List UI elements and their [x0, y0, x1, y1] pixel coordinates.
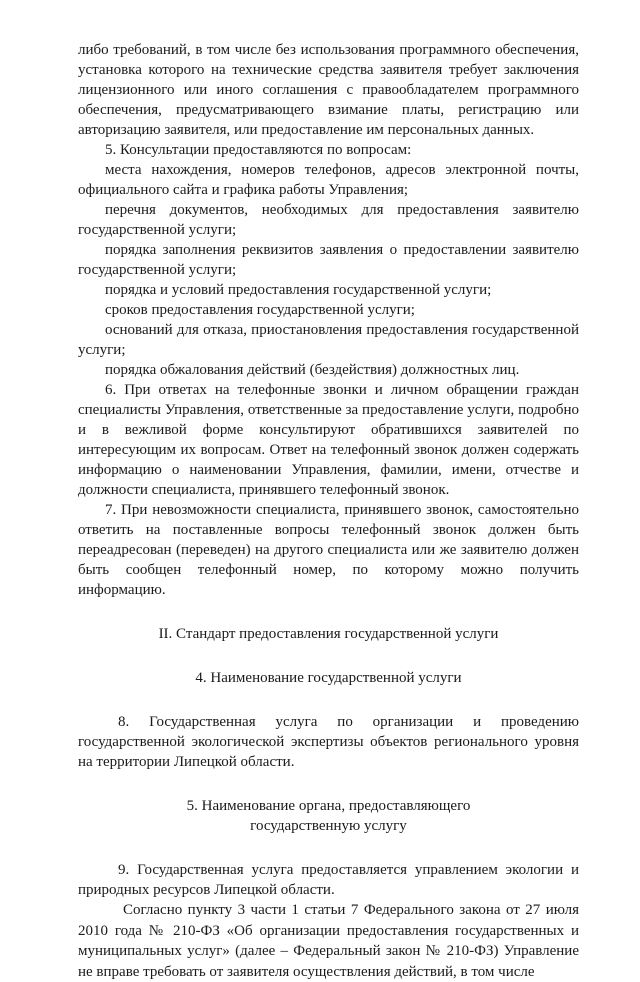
paragraph-8: 8. Государственная услуга по организации и проведению государственной экологической экспертизы объектов регионального уровня на территории Липецкой области.	[78, 714, 579, 770]
consultation-item: места нахождения, номеров телефонов, адресов электронной почты, официального сайта и графика работы Управления;	[78, 162, 579, 198]
consultation-item: порядка заполнения реквизитов заявления о предоставлении заявителю государственной услуги;	[78, 242, 579, 278]
consultation-item: перечня документов, необходимых для предоставления заявителю государственной услуги;	[78, 202, 579, 238]
consultation-item: порядка обжалования действий (бездействия) должностных лиц.	[105, 362, 520, 378]
subsection-5-heading	[78, 796, 579, 836]
paragraph-intro-continuation: либо требований, в том числе без использования программного обеспечения, установка которого на технические средства заявителя требует заключения лицензионного или иного соглашения с правообладателем программного обеспечения, предусматривающего взимание платы, регистрацию или авторизацию заявителя, или предоставление им персональных данных.	[78, 42, 579, 138]
subsection-5-heading-line1: 5. Наименование органа, предоставляющего	[186, 798, 471, 814]
paragraph-5-heading: 5. Консультации предоставляются по вопросам:	[105, 142, 412, 158]
subsection-5-heading-line2: государственную услугу	[250, 818, 407, 834]
consultation-item: порядка и условий предоставления государственной услуги;	[105, 282, 492, 298]
paragraph-9-continuation: Согласно пункту 3 части 1 статьи 7 Федерального закона от 27 июля 2010 года № 210-ФЗ «Об организации предоставления государственных и муниципальных услуг» (далее – Федеральный закон № 210-ФЗ) Управление не вправе требовать от заявителя осуществления действий, в том числе	[78, 902, 579, 980]
paragraph-6: 6. При ответах на телефонные звонки и личном обращении граждан специалисты Управления, ответственные за предоставление услуги, подробно и в вежливой форме консультируют обратившихся заявителей по интересующим их вопросам. Ответ на телефонный звонок должен содержать информацию о наименовании Управления, фамилии, имени, отчестве и должности специалиста, принявшего телефонный звонок.	[78, 382, 579, 498]
consultation-item: оснований для отказа, приостановления предоставления государственной услуги;	[78, 322, 579, 358]
paragraph-9: 9. Государственная услуга предоставляется управлением экологии и природных ресурсов Липецкой области.	[78, 862, 579, 898]
paragraph-7: 7. При невозможности специалиста, принявшего звонок, самостоятельно ответить на поставленные вопросы телефонный звонок должен быть переадресован (переведен) на другого специалиста или же заявителю должен быть сообщен телефонный номер, по которому можно получить информацию.	[78, 502, 579, 598]
section-2-heading: II. Стандарт предоставления государственной услуги	[158, 626, 499, 642]
consultation-item: сроков предоставления государственной услуги;	[105, 302, 415, 318]
text-column	[78, 40, 579, 982]
subsection-4-heading: 4. Наименование государственной услуги	[195, 670, 462, 686]
